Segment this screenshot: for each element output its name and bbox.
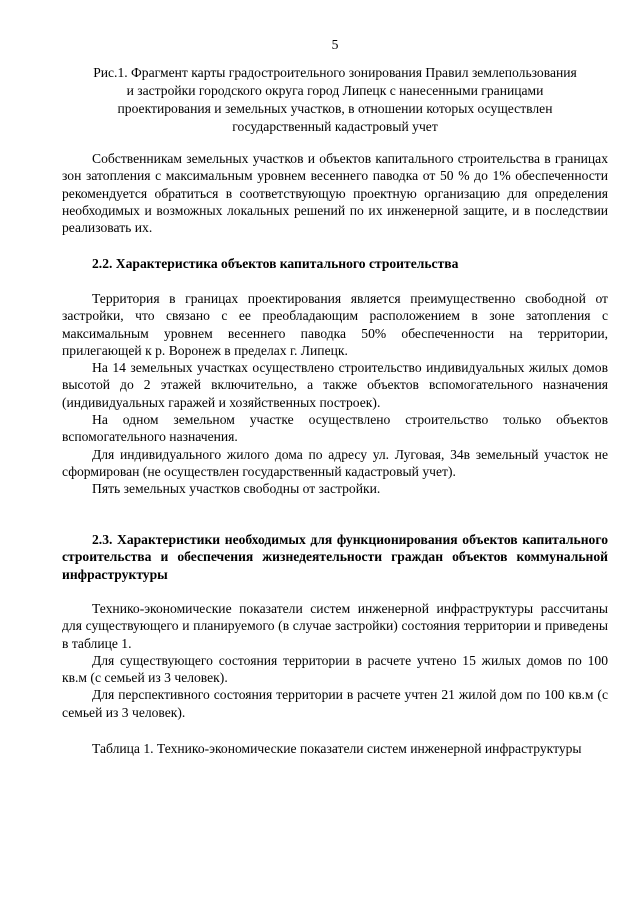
section-2-2-heading: 2.2. Характеристика объектов капитального строительства	[92, 256, 459, 271]
intro-paragraph: Собственникам земельных участков и объектов капитального строительства в границах зон затопления с максимальным уровнем весеннего паводка от 50 % до 1% обеспеченности рекомендуется обратиться в соответствующую проектную организацию для определения необходимых и возможных локальных решений по их инженерной защите, и в последствии реализовать их.	[62, 151, 608, 236]
section-2-3-body	[62, 600, 608, 721]
paragraph: На 14 земельных участках осуществлено строительство индивидуальных жилых домов высотой до 2 этажей включительно, а также объектов вспомогательного назначения (индивидуальных гаражей и хозяйственных построек).	[62, 360, 608, 410]
paragraph: Территория в границах проектирования является преимущественно свободной от застройки, что связано с ее преобладающим расположением в зоне затопления с максимальным уровнем весеннего паводка 50% обеспеченности на территории, прилегающей к р. Воронеж в пределах г. Липецк.	[62, 291, 608, 358]
intro-paragraph-block	[62, 150, 608, 236]
figure-caption-line: государственный кадастровый учет	[232, 119, 438, 134]
section-2-3-heading: 2.3. Характеристики необходимых для функционирования объектов капитального строительства и обеспечения жизнедеятельности граждан объектов коммунальной инфраструктуры	[62, 532, 608, 582]
paragraph: Технико-экономические показатели систем инженерной инфраструктуры рассчитаны для существующего и планируемого (в случае застройки) состояния территории и приведены в таблице 1.	[62, 601, 608, 651]
paragraph: На одном земельном участке осуществлено строительство только объектов вспомогательного назначения.	[62, 412, 608, 445]
paragraph: Пять земельных участков свободны от застройки.	[92, 481, 381, 497]
paragraph: Для индивидуального жилого дома по адресу ул. Луговая, 34в земельный участок не сформирован (не осуществлен государственный кадастровый учет).	[62, 446, 608, 479]
table-title: Таблица 1. Технико-экономические показатели систем инженерной инфраструктуры	[92, 741, 582, 756]
figure-caption-line: Рис.1. Фрагмент карты градостроительного зонирования Правил землепользования	[93, 65, 577, 80]
section-2-2-body	[62, 290, 608, 498]
figure-caption-line: и застройки городского округа город Липецк с нанесенными границами	[126, 83, 544, 98]
page-number: 5	[331, 37, 339, 52]
paragraph: Для перспективного состояния территории в расчете учтен 21 жилой дом по 100 кв.м (с семьей из 3 человек).	[62, 687, 608, 720]
figure-caption-line: проектирования и земельных участков, в отношении которых осуществлен	[117, 101, 553, 116]
figure-caption	[62, 64, 608, 136]
paragraph: Для существующего состояния территории в расчете учтено 15 жилых домов по 100 кв.м (с семьей из 3 человек).	[62, 652, 608, 686]
